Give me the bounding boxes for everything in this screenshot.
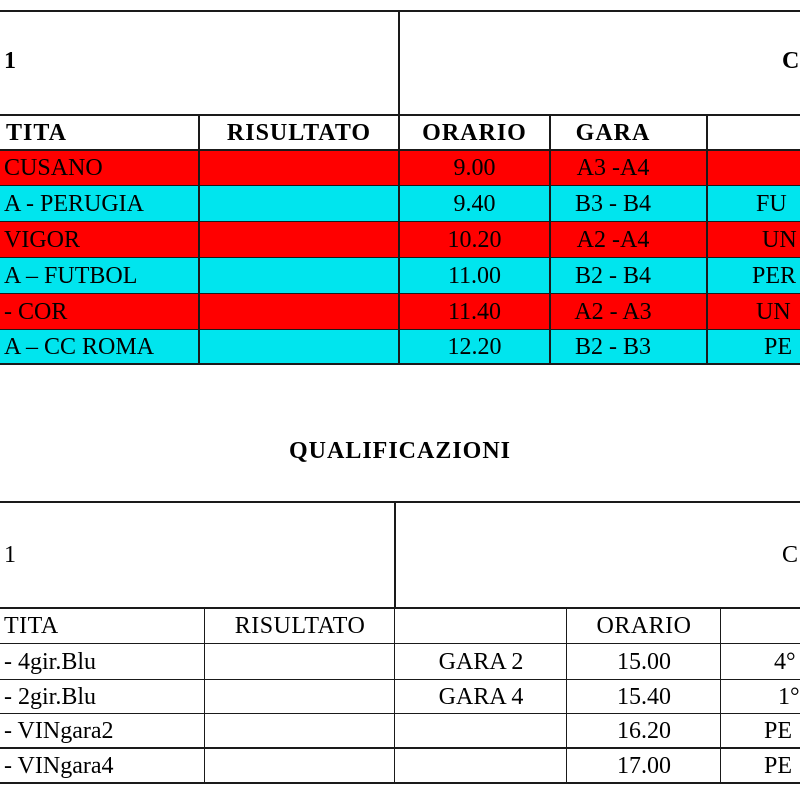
table-row-orario: 11.00: [447, 263, 502, 289]
group-label: 1: [4, 542, 17, 568]
table-row-next: UN: [756, 299, 791, 325]
header-risultato: RISULTATO: [234, 613, 366, 639]
table-row-gara: GARA 2: [438, 648, 524, 675]
table-border: [0, 293, 800, 294]
column-divider: [720, 607, 721, 783]
table-divider: [394, 501, 396, 609]
table-row-orario: 11.40: [447, 299, 502, 325]
table-border: [0, 329, 800, 330]
column-divider: [566, 607, 567, 783]
table-row-orario: 9.40: [453, 191, 496, 217]
table-row-orario: 10.20: [447, 227, 502, 253]
table-row-gara: [396, 749, 566, 782]
table-row-next: PE: [764, 752, 793, 779]
table-border: [0, 10, 800, 12]
section-title: QUALIFICAZIONI: [288, 438, 512, 464]
table-row-partita: A - PERUGIA: [4, 191, 145, 217]
header-gara: GARA: [575, 119, 651, 146]
table-row-gara: B2 - B3: [574, 334, 651, 360]
table-row-gara: A3 -A4: [576, 155, 650, 181]
table-row-orario: 16.20: [617, 717, 671, 744]
group-label: C: [782, 542, 799, 568]
header-orario: ORARIO: [596, 613, 692, 639]
table-row-gara: B3 - B4: [574, 191, 651, 217]
group-label: 1: [4, 48, 17, 74]
header-partita: TITA: [4, 613, 59, 639]
table-row-orario: 9.00: [453, 155, 496, 181]
table-border: [0, 782, 800, 784]
header-orario: ORARIO: [422, 119, 527, 146]
table-border: [0, 257, 800, 258]
table-border: [0, 363, 800, 365]
table-row-partita: - 2gir.Blu: [4, 683, 97, 710]
table-divider: [398, 10, 400, 116]
table-row-partita: - VINgara2: [4, 717, 114, 744]
table-border: [0, 501, 800, 503]
table-row-gara: GARA 4: [438, 683, 524, 710]
table-row-orario: 15.00: [617, 648, 671, 675]
table-row-orario: 12.20: [447, 334, 502, 360]
header-partita: TITA: [6, 119, 67, 146]
table-row-next: PER: [752, 263, 797, 289]
table-row-next: FU: [756, 191, 787, 217]
table-row-partita: CUSANO: [4, 155, 103, 181]
table-row-next: [754, 151, 800, 185]
table-row-next: UN: [762, 227, 797, 253]
column-divider: [204, 607, 205, 783]
header-risultato: RISULTATO: [226, 119, 372, 146]
table-row-partita: A – CC ROMA: [4, 334, 155, 360]
column-divider: [198, 114, 200, 364]
table-row-gara: [396, 714, 566, 747]
table-row-next: PE: [764, 717, 793, 744]
column-divider: [394, 607, 395, 783]
table-row-next: 1°: [778, 683, 800, 710]
table-row-partita: VIGOR: [4, 227, 80, 253]
table-row-gara: B2 - B4: [574, 263, 651, 289]
table-row-partita: - COR: [4, 299, 68, 325]
table-row-gara: A2 -A4: [576, 227, 650, 253]
table-row-partita: - 4gir.Blu: [4, 648, 97, 675]
group-label: C: [782, 48, 800, 74]
table-border: [0, 185, 800, 186]
table-row-orario: 15.40: [617, 683, 671, 710]
column-divider: [706, 114, 708, 364]
table-row-orario: 17.00: [617, 752, 671, 779]
table-row-next: 4°: [774, 648, 796, 675]
table-border: [0, 221, 800, 222]
table-row-next: PE: [764, 334, 793, 360]
table-row-partita: - VINgara4: [4, 752, 114, 779]
table-row-gara: A2 - A3: [574, 299, 652, 325]
table-row-partita: A – FUTBOL: [4, 263, 138, 289]
